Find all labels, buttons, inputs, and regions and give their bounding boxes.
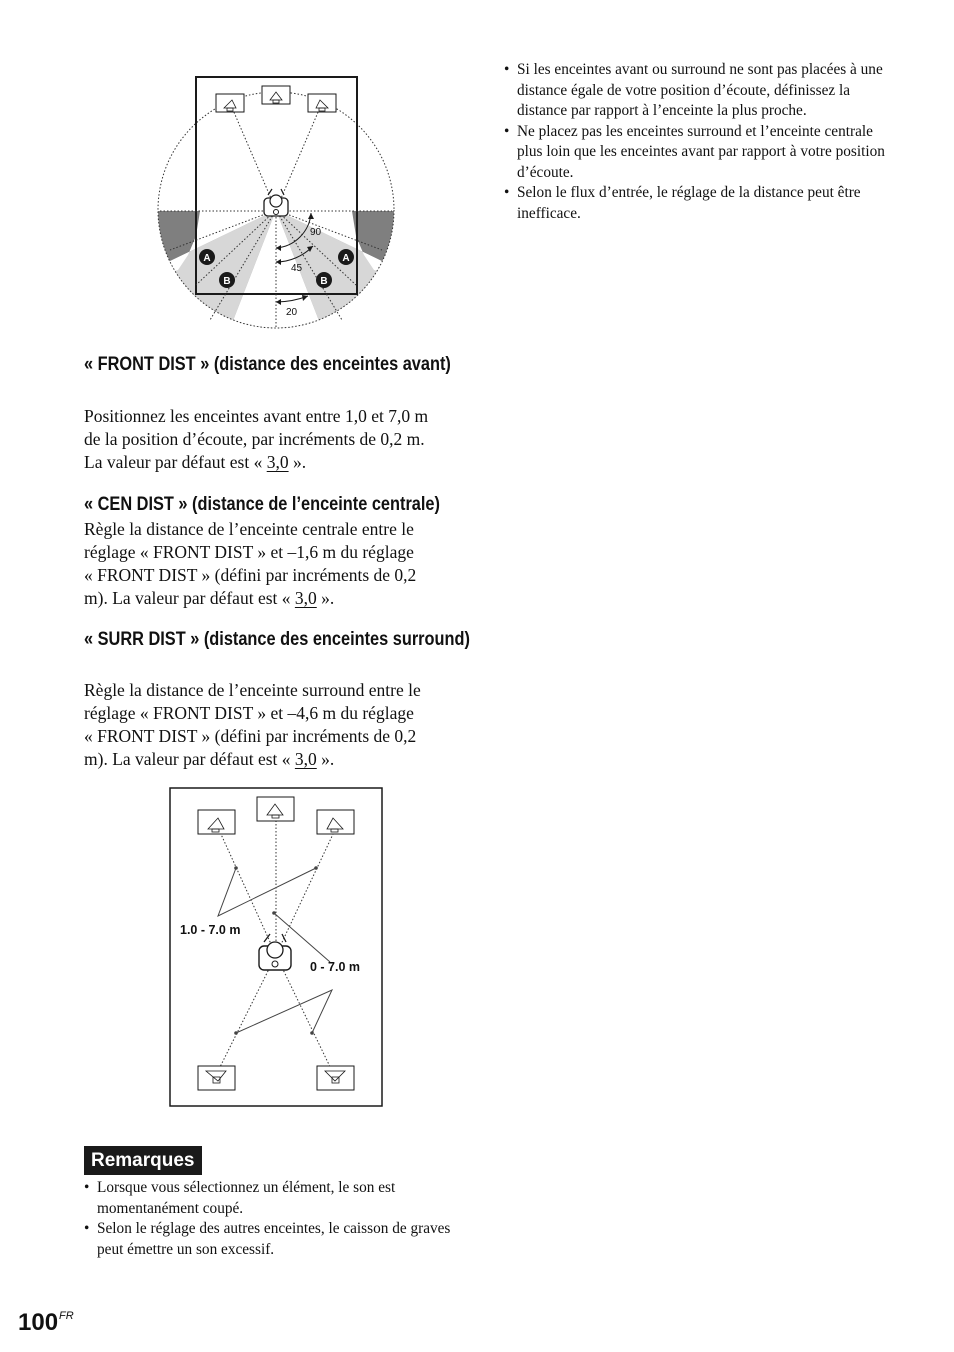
- list-item: • Si les enceintes avant ou surround ne sont pas placées à une distance égale de votre position d’écoute, définissez la distance par rapport à l’enceinte la plus proche.: [504, 60, 890, 122]
- speaker-distance-diagram: [168, 786, 386, 1110]
- section-front-dist: [84, 352, 534, 377]
- list-item: • Selon le réglage des autres enceintes, le caisson de graves peut émettre un son excessif.: [84, 1219, 456, 1260]
- angle-label-20: 20: [286, 307, 298, 318]
- body-line: de la position d’écoute, par incréments de 0,2 m.: [84, 429, 425, 449]
- default-suffix: ».: [316, 749, 335, 769]
- speaker-angle-diagram: [150, 68, 405, 333]
- list-item: • Ne placez pas les enceintes surround et l’enceinte centrale plus loin que les enceintes avant par rapport à votre position d’écoute.: [504, 122, 890, 184]
- zone-label-b-left: B: [223, 276, 231, 287]
- section-title: « FRONT DIST » (distance des enceintes avant): [84, 354, 451, 375]
- front-left-speaker-icon: [216, 94, 244, 112]
- angle-label-90: 90: [310, 227, 322, 238]
- body-line: Règle la distance de l’enceinte centrale entre le: [84, 519, 414, 539]
- section-title: « CEN DIST » (distance de l’enceinte centrale): [84, 494, 440, 515]
- body-line: réglage « FRONT DIST » et –4,6 m du réglage: [84, 703, 414, 723]
- body-line: Règle la distance de l’enceinte surround entre le: [84, 680, 421, 700]
- page-number: [18, 1302, 74, 1337]
- default-prefix: m). La valeur par défaut est «: [84, 588, 295, 608]
- center-speaker-icon: [262, 86, 290, 104]
- section-surr-dist: [84, 627, 534, 652]
- default-suffix: ».: [316, 588, 335, 608]
- zone-label-a-right: A: [342, 253, 350, 264]
- body-line: réglage « FRONT DIST » et –1,6 m du réglage: [84, 542, 414, 562]
- remarks-title: Remarques: [84, 1146, 202, 1175]
- zone-label-a-left: A: [203, 253, 211, 264]
- page-number-value: 100: [18, 1309, 59, 1336]
- default-prefix: m). La valeur par défaut est «: [84, 749, 295, 769]
- default-value-line: [84, 748, 476, 771]
- section-front-dist-body: [84, 405, 476, 474]
- remarks-list: [84, 1178, 456, 1260]
- default-value: 3,0: [294, 749, 317, 769]
- right-notes-list: [504, 60, 890, 224]
- surround-right-speaker-icon: [317, 1066, 354, 1090]
- default-value: 3,0: [266, 452, 289, 472]
- default-suffix: ».: [288, 452, 307, 472]
- center-speaker-icon: [257, 797, 294, 821]
- front-right-speaker-icon: [308, 94, 336, 112]
- page-number-suffix: FR: [59, 1310, 74, 1322]
- listener-icon: [264, 189, 288, 216]
- front-distance-range-label: 1.0 - 7.0 m: [180, 923, 241, 937]
- list-item: • Selon le flux d’entrée, le réglage de la distance peut être inefficace.: [504, 183, 890, 224]
- section-cen-dist-body: [84, 518, 476, 610]
- front-right-speaker-icon: [317, 810, 354, 834]
- default-prefix: La valeur par défaut est «: [84, 452, 267, 472]
- default-value-line: [84, 451, 476, 474]
- list-item: • Lorsque vous sélectionnez un élément, le son est momentanément coupé.: [84, 1178, 456, 1219]
- angle-label-45: 45: [291, 263, 303, 274]
- section-surr-dist-body: [84, 679, 476, 771]
- default-value: 3,0: [294, 588, 317, 608]
- default-value-line: [84, 587, 476, 610]
- body-line: « FRONT DIST » (défini par incréments de 0,2: [84, 565, 417, 585]
- body-line: Positionnez les enceintes avant entre 1,0 et 7,0 m: [84, 406, 429, 426]
- surround-left-speaker-icon: [198, 1066, 235, 1090]
- section-title: « SURR DIST » (distance des enceintes surround): [84, 629, 470, 650]
- section-cen-dist: [84, 492, 544, 517]
- front-left-speaker-icon: [198, 810, 235, 834]
- body-line: « FRONT DIST » (défini par incréments de 0,2: [84, 726, 417, 746]
- zone-label-b-right: B: [320, 276, 328, 287]
- surround-distance-range-label: 0 - 7.0 m: [310, 960, 361, 974]
